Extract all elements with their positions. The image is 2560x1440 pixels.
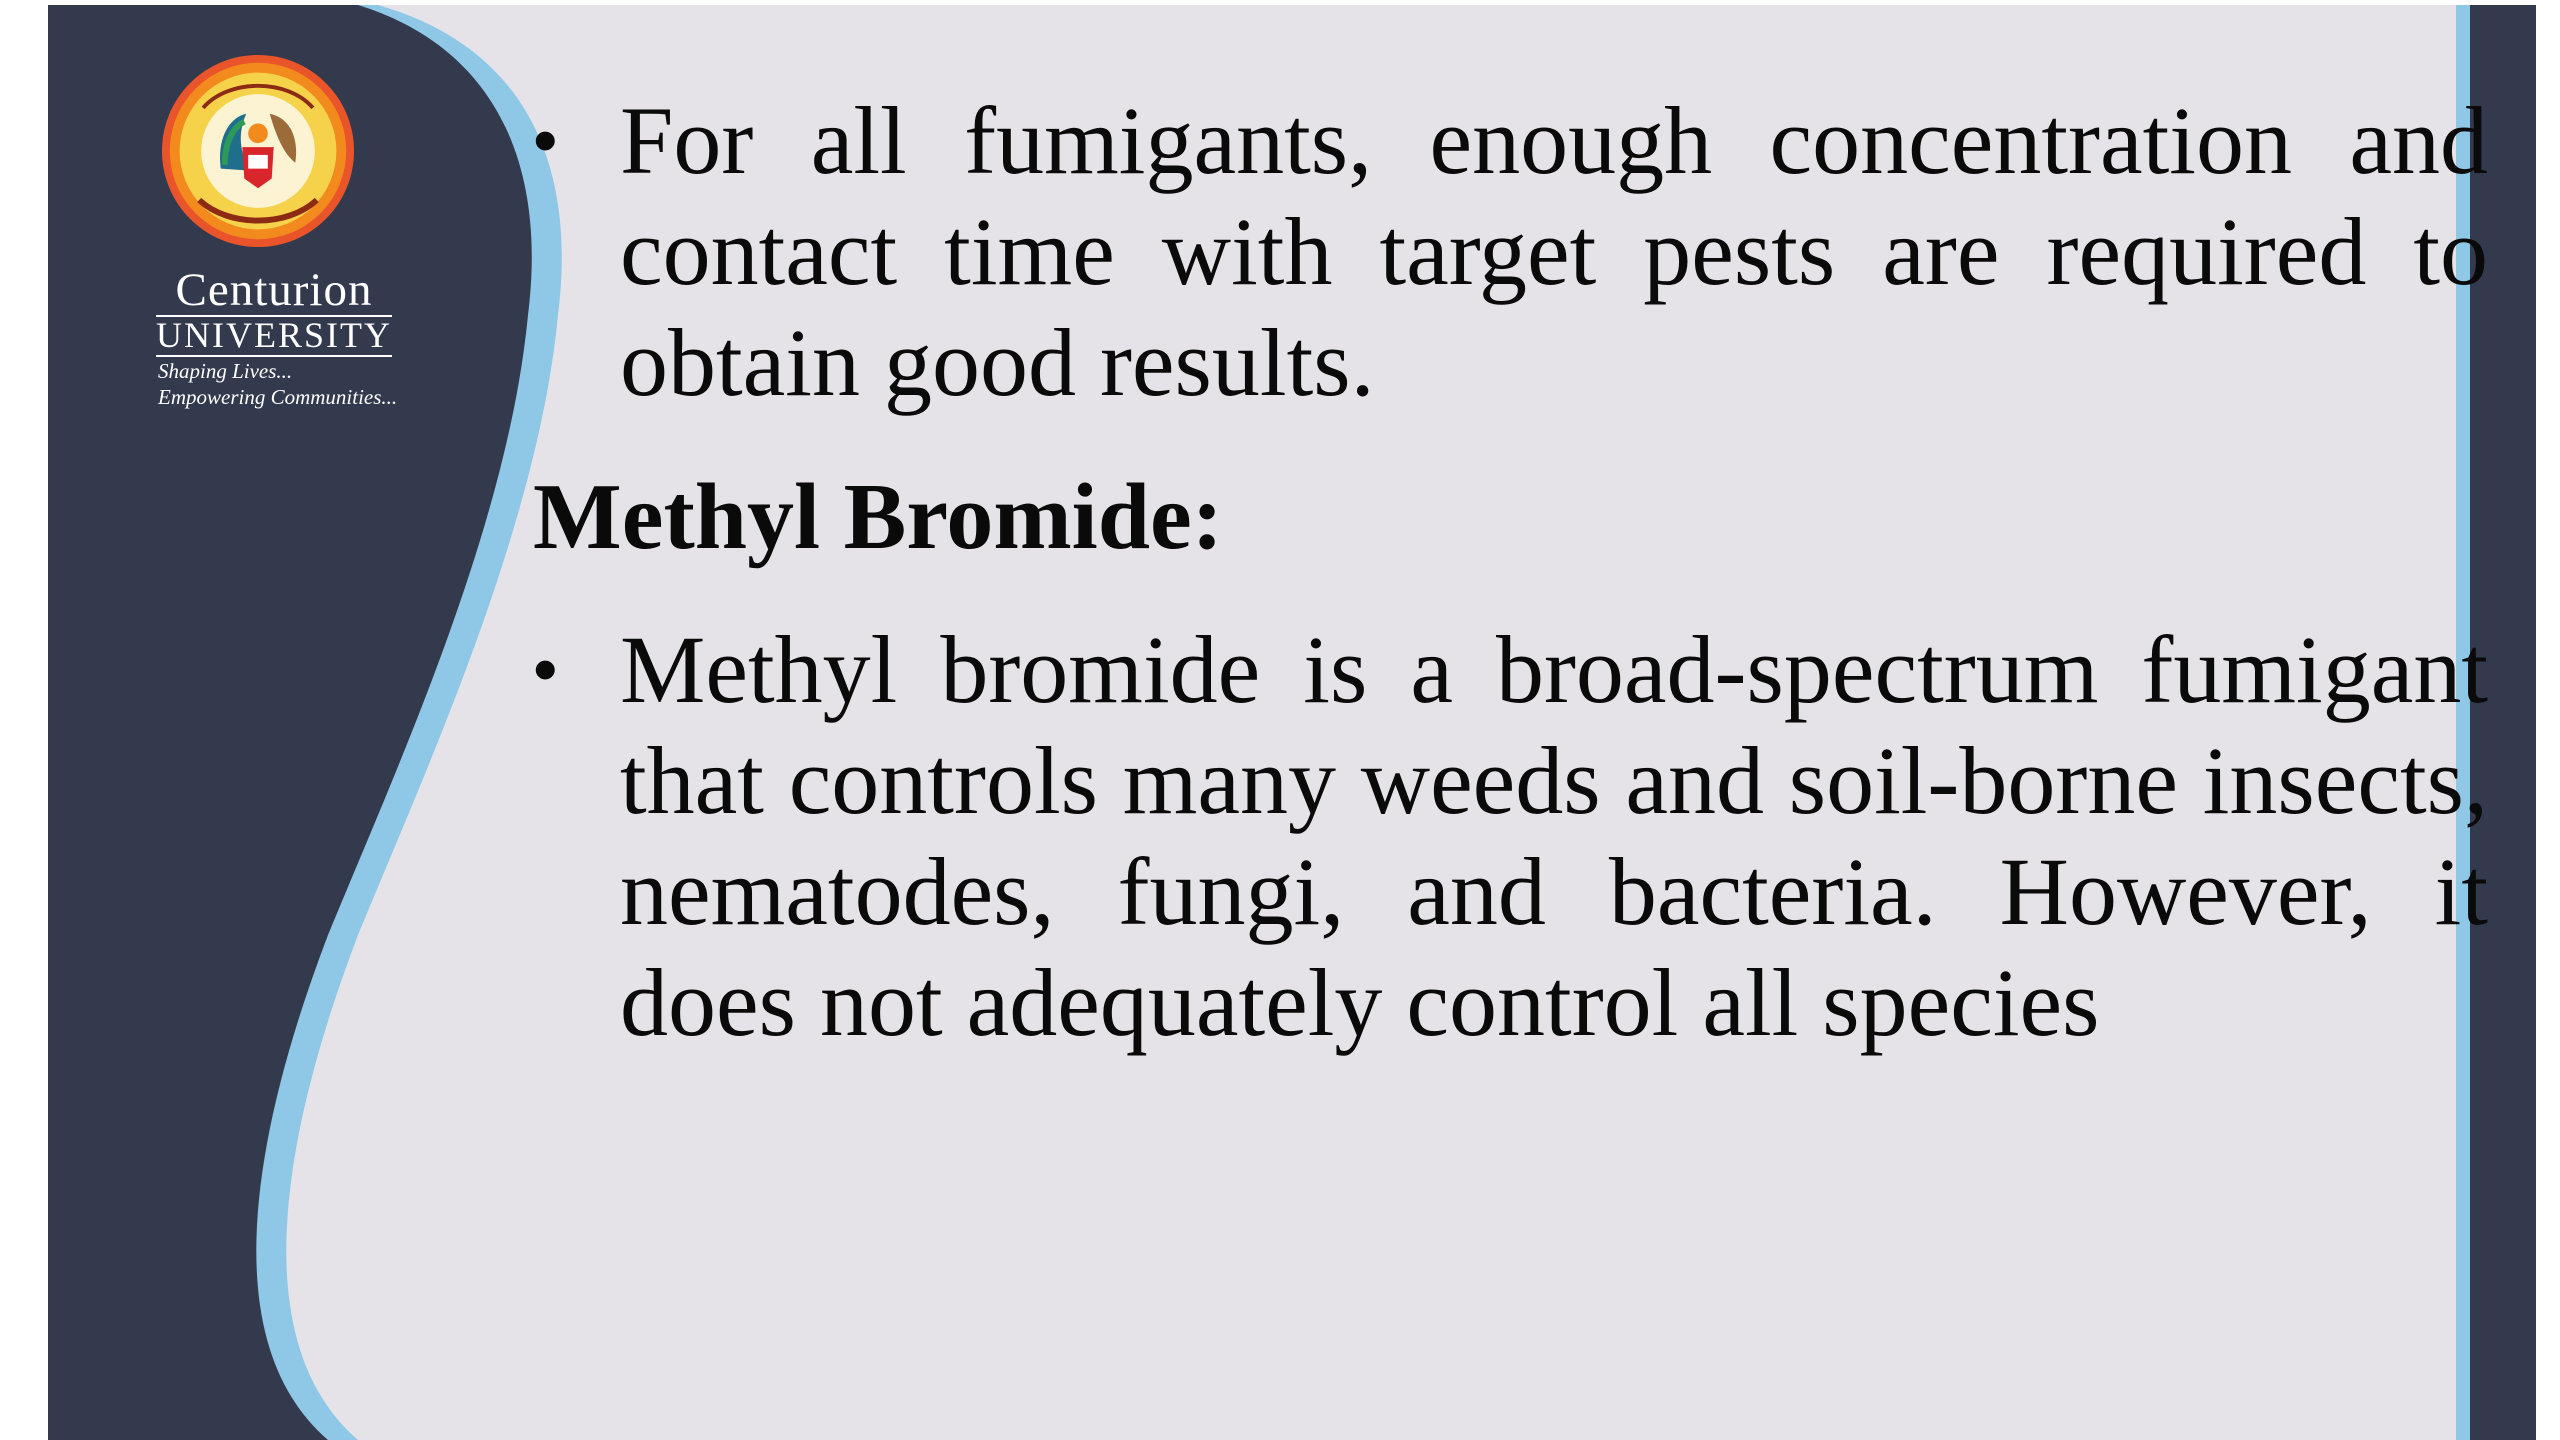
section-heading: Methyl Bromide: — [533, 465, 1224, 569]
university-emblem-icon — [160, 53, 356, 249]
slide — [48, 5, 2536, 1440]
logo-subname: UNIVERSITY — [156, 315, 392, 355]
logo-name: Centurion — [156, 265, 392, 317]
slide-content — [533, 85, 2488, 1058]
logo-tagline-2: Empowering Communities... — [158, 385, 398, 409]
bullet-methyl-bromide: • Methyl bromide is a broad-spectrum fumigant that controls many weeds and soil-borne insects, nematodes, fungi, and bacteria. However, it does not adequately control all species — [533, 614, 2488, 1058]
bullet-fumigants: • For all fumigants, enough concentration and contact time with target pests are required to obtain good results. — [533, 85, 2488, 418]
logo-tagline-1: Shaping Lives... — [158, 359, 293, 383]
university-logo — [108, 53, 408, 413]
